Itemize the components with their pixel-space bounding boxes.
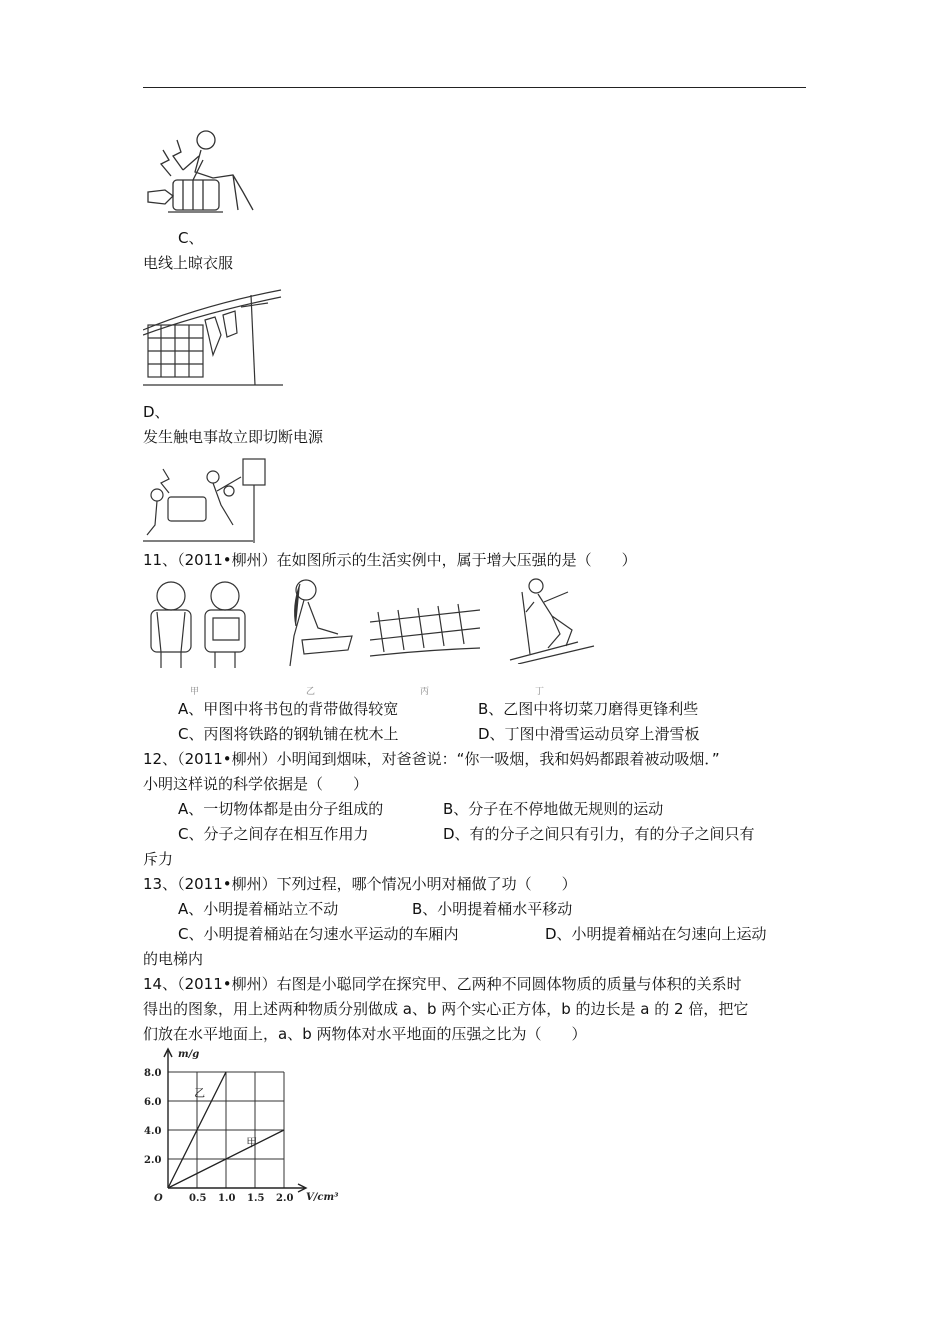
- railway-sleepers-illustration: [370, 600, 480, 660]
- y-tick-label: 6.0: [144, 1097, 162, 1108]
- series-label-yi: 乙: [194, 1086, 206, 1100]
- y-tick-label: 8.0: [144, 1068, 162, 1079]
- x-tick-label: 1.5: [247, 1193, 265, 1204]
- q11-option-b: B、乙图中将切菜刀磨得更锋利些: [478, 700, 699, 718]
- q11-option-c: C、丙图将铁路的钢轨铺在枕木上: [178, 725, 399, 743]
- series-label-jia: 甲: [246, 1135, 258, 1149]
- q13-option-a: A、小明提着桶站立不动: [178, 900, 339, 918]
- header-rule: [143, 87, 806, 88]
- y-axis-label: m/g: [178, 1049, 200, 1060]
- x-tick-label: 0.5: [189, 1193, 207, 1204]
- mass-volume-chart: [140, 1043, 340, 1208]
- x-tick-label: 2.0: [276, 1193, 294, 1204]
- option-d-text: 发生触电事故立即切断电源: [143, 428, 324, 446]
- q13-stem: 13、（2011•柳州）下列过程，哪个情况小明对桶做了功（ ）: [143, 875, 577, 893]
- q12-option-d: D、有的分子之间只有引力，有的分子之间只有: [443, 825, 755, 843]
- fig-label-jia: 甲: [190, 687, 200, 697]
- q12-option-a: A、一切物体都是由分子组成的: [178, 800, 384, 818]
- option-d-letter: D、: [143, 403, 170, 421]
- q13-option-d: D、小明提着桶站在匀速向上运动: [545, 925, 767, 943]
- q12-stem-line1: 12、（2011•柳州）小明闻到烟味，对爸爸说：“你一吸烟，我和妈妈都跟着被动吸烟．”: [143, 750, 720, 768]
- q13-option-d-cont: 的电梯内: [143, 950, 204, 968]
- option-c-text: 电线上晾衣服: [143, 254, 234, 272]
- y-tick-label: 2.0: [144, 1155, 162, 1166]
- q11-option-a: A、甲图中将书包的背带做得较宽: [178, 700, 399, 718]
- motor-shock-illustration: [143, 120, 268, 218]
- q11-stem: 11、（2011•柳州）在如图所示的生活实例中，属于增大压强的是（ ）: [143, 551, 637, 569]
- fig-label-bing: 丙: [420, 687, 430, 697]
- q12-option-d-cont: 斥力: [143, 850, 174, 868]
- q12-stem-line2: 小明这样说的科学依据是（ ）: [143, 775, 369, 793]
- clothes-on-wire-illustration: [143, 285, 283, 388]
- cut-power-illustration: [143, 455, 268, 545]
- q11-option-d: D、丁图中滑雪运动员穿上滑雪板: [478, 725, 700, 743]
- x-axis-label: V/cm³: [306, 1192, 339, 1203]
- q12-option-b: B、分子在不停地做无规则的运动: [443, 800, 664, 818]
- fig-label-ding: 丁: [535, 687, 545, 697]
- q14-stem-line1: 14、（2011•柳州）右图是小聪同学在探究甲、乙两种不同圆体物质的质量与体积的关系时: [143, 975, 742, 993]
- q13-option-c: C、小明提着桶站在匀速水平运动的车厢内: [178, 925, 459, 943]
- sharpen-knife-illustration: [282, 576, 354, 668]
- y-tick-label: 4.0: [144, 1126, 162, 1137]
- backpack-straps-illustration: [143, 578, 253, 670]
- q13-option-b: B、小明提着桶水平移动: [412, 900, 573, 918]
- skier-illustration: [508, 572, 598, 664]
- fig-label-yi: 乙: [306, 687, 316, 697]
- q14-stem-line2: 得出的图象，用上述两种物质分别做成 a、b 两个实心正方体，b 的边长是 a 的 2 倍，把它: [143, 1000, 749, 1018]
- q14-stem-line3: 们放在水平地面上，a、b 两物体对水平地面的压强之比为（ ）: [143, 1025, 587, 1043]
- option-c-letter: C、: [178, 229, 204, 247]
- origin-label: O: [154, 1193, 163, 1204]
- q12-option-c: C、分子之间存在相互作用力: [178, 825, 369, 843]
- x-tick-label: 1.0: [218, 1193, 236, 1204]
